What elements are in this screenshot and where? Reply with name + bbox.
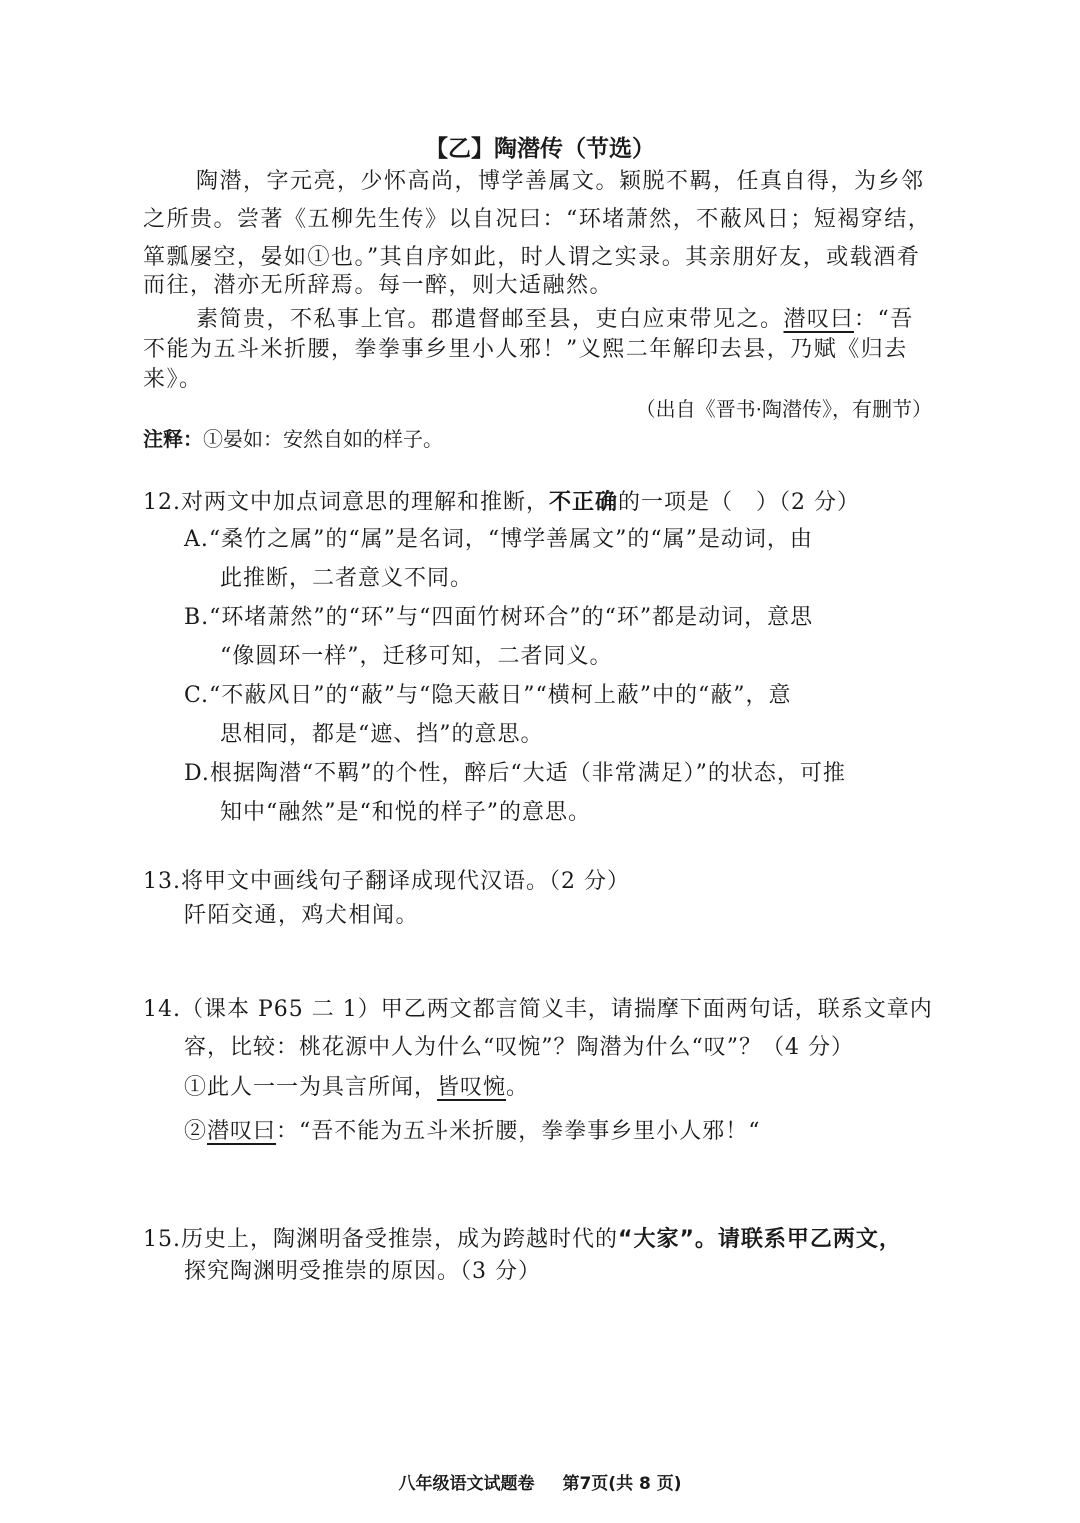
question-12-stem	[143, 485, 860, 516]
question-15-stem	[143, 1222, 902, 1253]
q12-option-c-cont: 思相同，都是“遮、挡”的意思。	[220, 722, 544, 747]
q12-option-d-cont: 知中“融然”是“和悦的样子”的意思。	[220, 800, 591, 825]
underlined-phrase: 潜叹曰	[783, 307, 855, 332]
q15-emphasis: “大家”。请联系甲乙两文，	[618, 1227, 902, 1252]
q14-s2-underlined: 潜叹曰	[207, 1119, 277, 1144]
q14-s1-underlined: 皆叹惋	[437, 1075, 507, 1100]
page-footer	[0, 1469, 1080, 1494]
question-14-stem: 14.（课本 P65 二 1）甲乙两文都言简义丰，请揣摩下面两句话，联系文章内	[143, 997, 933, 1022]
q12-stem-text: 12.对两文中加点词意思的理解和推断，	[143, 490, 549, 515]
passage-line: 陶潜，字元亮，少怀高尚，博学善属文。颖脱不羁，任真自得，为乡邻	[196, 169, 925, 194]
annotation	[143, 423, 443, 452]
q12-emphasis: 不正确	[549, 490, 619, 515]
page-number: 第7页(共 8 页)	[562, 1474, 682, 1494]
q12-option-a: A.“桑竹之属”的“属”是名词，“博学善属文”的“属”是动词，由	[184, 527, 813, 552]
q12-option-c: C.“不蔽风日”的“蔽”与“隐天蔽日”“横柯上蔽”中的“蔽”，意	[184, 683, 792, 708]
q14-sentence-1	[184, 1070, 529, 1101]
q12-stem-tail: 的一项是（ ）（2 分）	[618, 490, 861, 515]
annotation-label: 注释：	[143, 427, 203, 451]
q13-sentence: 阡陌交通，鸡犬相闻。	[184, 903, 420, 928]
q14-sentence-2	[184, 1114, 761, 1145]
q12-option-d: D.根据陶潜“不羁”的个性，醉后“大适（非常满足）”的状态，可推	[184, 761, 846, 786]
passage-line: 箪瓢屡空，晏如①也。”其自序如此，时人谓之实录。其亲朋好友，或载酒肴	[143, 245, 921, 270]
q14-s2-marker: ②	[184, 1119, 208, 1144]
question-15-stem-cont: 探究陶渊明受推崇的原因。（3 分）	[184, 1259, 541, 1284]
q15-text: 15.历史上，陶渊明备受推崇，成为跨越时代的	[143, 1227, 618, 1252]
passage-line: 之所贵。尝著《五柳先生传》以自况曰：“环堵萧然，不蔽风日；短褐穿结，	[143, 207, 932, 232]
source-citation: （出自《晋书·陶潜传》，有删节）	[635, 397, 932, 421]
q12-option-b-cont: “像圆环一样”，迁移可知，二者同义。	[220, 644, 613, 669]
annotation-text: ①晏如：安然自如的样子。	[203, 427, 443, 451]
question-14-stem-cont: 容，比较：桃花源中人为什么“叹惋”？陶潜为什么“叹”？（4 分）	[184, 1035, 854, 1060]
passage-title: 【乙】陶潜传（节选）	[425, 136, 655, 162]
passage-line: 而往，潜亦无所辞焉。每一醉，则大适融然。	[143, 273, 614, 298]
q14-s2-text: ：“吾不能为五斗米折腰，拳拳事乡里小人邪！“	[276, 1119, 761, 1144]
passage-text: 素简贵，不私事上官。郡遣督邮至县，吏白应束带见之。	[196, 307, 784, 332]
exam-name: 八年级语文试题卷	[398, 1474, 535, 1494]
question-13-stem: 13.将甲文中画线句子翻译成现代汉语。（2 分）	[143, 869, 630, 894]
q12-option-a-cont: 此推断，二者意义不同。	[220, 566, 474, 591]
passage-text: ：“吾	[854, 307, 914, 332]
passage-line: 不能为五斗米折腰，拳拳事乡里小人邪！”义熙二年解印去县，乃赋《归去	[143, 337, 908, 362]
passage-line: 来》。	[143, 367, 203, 392]
q14-s1-text: ①此人一一为具言所闻，	[184, 1075, 438, 1100]
q12-option-b: B.“环堵萧然”的“环”与“四面竹树环合”的“环”都是动词，意思	[184, 605, 814, 630]
q14-s1-tail: 。	[506, 1075, 530, 1100]
passage-line	[196, 302, 914, 333]
